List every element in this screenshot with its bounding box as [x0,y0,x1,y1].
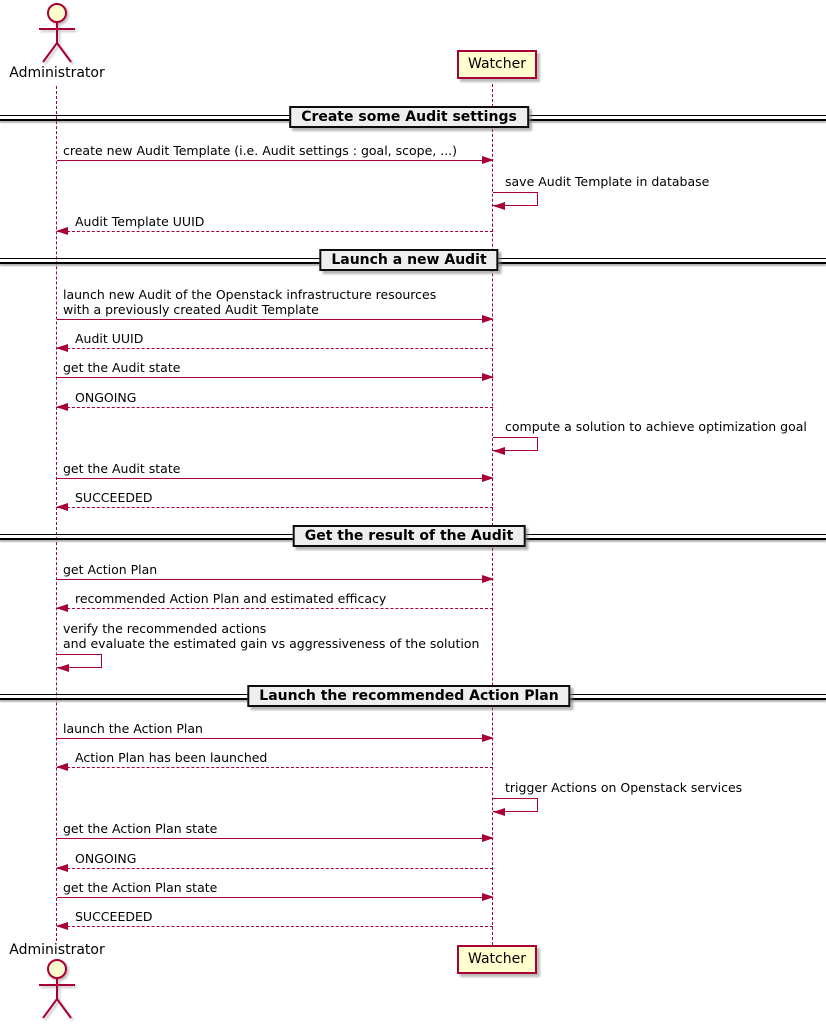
section-title: Get the result of the Audit [293,525,526,547]
message-get-audit-state-2: get the Audit state [57,461,493,479]
arrowhead-left-icon [56,763,68,771]
message-action-plan-launched: Action Plan has been launched [57,750,493,768]
message-succeeded-1: SUCCEEDED [57,490,493,508]
section-title: Launch a new Audit [319,249,498,271]
arrowhead-right-icon [482,474,494,482]
message-ongoing-2: ONGOING [57,851,493,869]
message-ongoing-1: ONGOING [57,390,493,408]
message-audit-template-uuid: Audit Template UUID [57,214,493,232]
message-get-action-plan-state-1: get the Action Plan state [57,821,493,839]
section-title: Launch the recommended Action Plan [247,685,570,707]
dashed-arrow-left [57,507,493,508]
message-get-audit-state-1: get the Audit state [57,360,493,378]
dashed-arrow-left [57,767,493,768]
message-launch-new-audit: launch new Audit of the Openstack infrastructure resources with a previously created Audit Template [57,287,493,320]
arrowhead-left-icon [56,604,68,612]
dashed-arrow-left [57,608,493,609]
solid-arrow-right [57,738,493,739]
arrowhead-left-icon [56,344,68,352]
self-message-trigger-actions: trigger Actions on Openstack services [493,780,538,812]
section-divider-launch-action-plan [0,685,826,707]
self-message-verify-actions: verify the recommended actions and evaluate the estimated gain vs aggressiveness of the solution [57,621,102,668]
solid-arrow-right [57,478,493,479]
section-divider-get-result [0,525,826,547]
actor-administrator-bottom [0,943,114,1022]
arrowhead-left-icon [493,808,505,816]
message-recommended-action-plan: recommended Action Plan and estimated efficacy [57,591,493,609]
watcher-label-top: Watcher [468,56,526,72]
arrowhead-left-icon [493,447,505,455]
message-audit-uuid: Audit UUID [57,331,493,349]
section-divider-create-audit-settings [0,106,826,128]
actor-administrator-top [0,2,114,81]
message-create-audit-template: create new Audit Template (i.e. Audit settings : goal, scope, ...) [57,143,493,161]
watcher-box-bottom [457,945,537,974]
arrowhead-right-icon [482,156,494,164]
arrowhead-left-icon [56,922,68,930]
dashed-arrow-left [57,231,493,232]
watcher-label-bottom: Watcher [468,951,526,967]
arrowhead-left-icon [57,664,69,672]
message-get-action-plan: get Action Plan [57,562,493,580]
solid-arrow-right [57,377,493,378]
arrowhead-left-icon [56,503,68,511]
arrowhead-right-icon [482,834,494,842]
stick-figure-icon [33,2,81,66]
dashed-arrow-left [57,868,493,869]
arrowhead-right-icon [482,734,494,742]
arrowhead-left-icon [493,202,505,210]
self-message-save-audit-template: save Audit Template in database [493,174,538,206]
arrowhead-right-icon [482,373,494,381]
self-arrow [493,798,538,812]
solid-arrow-right [57,160,493,161]
solid-arrow-right [57,319,493,320]
self-arrow [493,192,538,206]
dashed-arrow-left [57,926,493,927]
self-arrow [57,654,102,668]
administrator-label-bottom: Administrator [9,942,105,958]
self-arrow [493,437,538,451]
solid-arrow-right [57,897,493,898]
solid-arrow-right [57,579,493,580]
message-launch-action-plan: launch the Action Plan [57,721,493,739]
watcher-box-top [457,50,537,79]
self-message-compute-solution: compute a solution to achieve optimization goal [493,419,538,451]
dashed-arrow-left [57,407,493,408]
arrowhead-right-icon [482,315,494,323]
solid-arrow-right [57,838,493,839]
stick-figure-icon [33,958,81,1022]
arrowhead-right-icon [482,575,494,583]
dashed-arrow-left [57,348,493,349]
message-get-action-plan-state-2: get the Action Plan state [57,880,493,898]
arrowhead-left-icon [56,227,68,235]
section-title: Create some Audit settings [289,106,529,128]
message-succeeded-2: SUCCEEDED [57,909,493,927]
arrowhead-left-icon [56,864,68,872]
administrator-label-top: Administrator [9,65,105,81]
arrowhead-right-icon [482,893,494,901]
arrowhead-left-icon [56,403,68,411]
section-divider-launch-new-audit [0,249,826,271]
